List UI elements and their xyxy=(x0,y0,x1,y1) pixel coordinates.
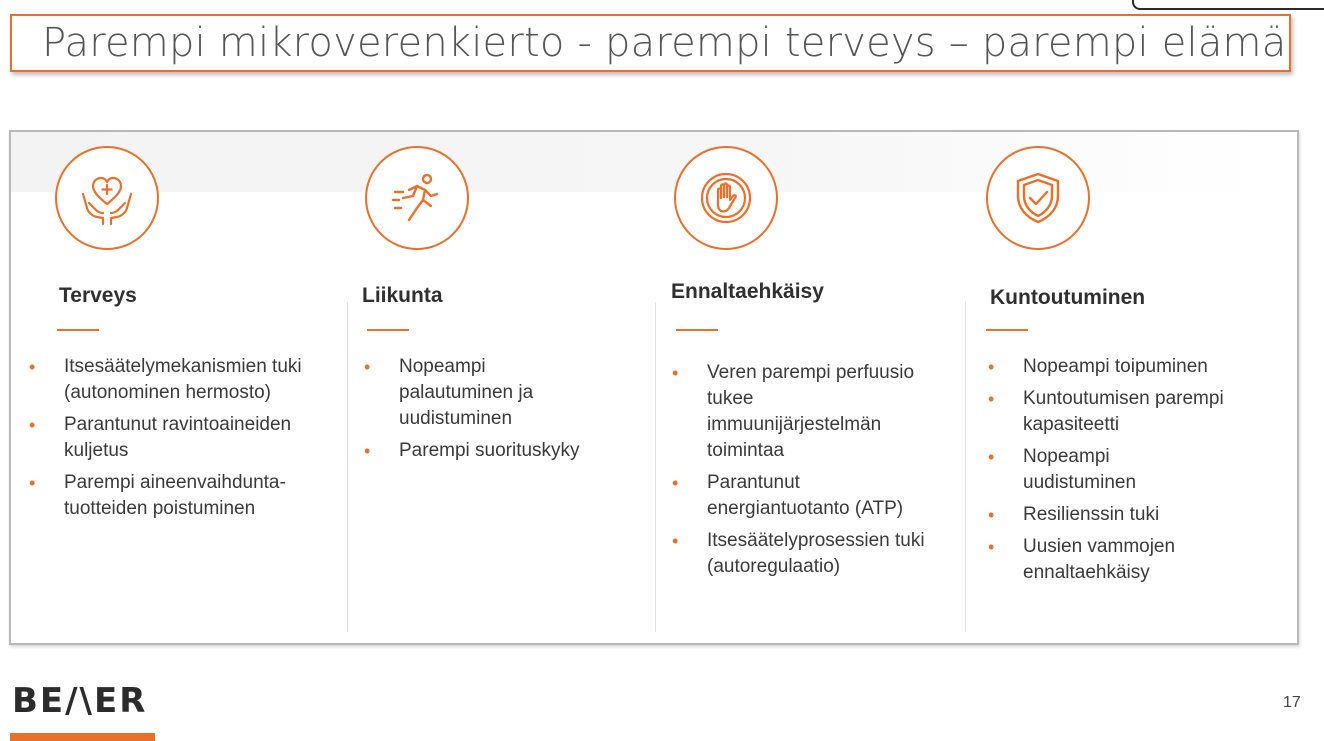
list-item: • Veren parempi perfuusio tukee immuunijärjestelmän toimintaa xyxy=(672,360,932,464)
heading-underline xyxy=(676,329,718,331)
slide-title: Parempi mikroverenkierto - parempi terveys – parempi elämä xyxy=(42,20,1287,66)
shield-check-icon xyxy=(986,146,1090,250)
list-item: • Kuntoutumisen parempi kapasiteetti xyxy=(988,386,1243,438)
list-item: • Nopeampi uudistuminen xyxy=(988,444,1173,496)
column-kuntoutuminen xyxy=(965,132,1295,643)
list-item: • Uusien vammojen ennaltaehkäisy xyxy=(988,534,1223,586)
footer-accent-bar xyxy=(10,733,155,741)
list-item: • Itsesäätelymekanismien tuki (autonominen hermosto) xyxy=(29,354,329,406)
stop-hand-icon xyxy=(674,146,778,250)
column-heading: Ennaltaehkäisy xyxy=(671,280,824,303)
list-item: • Nopeampi toipuminen xyxy=(988,354,1278,380)
bullet-list xyxy=(364,354,624,470)
page-number: 17 xyxy=(1283,694,1301,711)
title-box xyxy=(10,14,1291,72)
column-terveys xyxy=(11,132,346,643)
heading-underline xyxy=(57,329,99,331)
list-item: • Parantunut ravintoaineiden kuljetus xyxy=(29,412,329,464)
list-item: • Parempi suorituskyky xyxy=(364,438,624,464)
window-corner-tab xyxy=(1132,0,1324,10)
list-item: • Resilienssin tuki xyxy=(988,502,1278,528)
list-item: • Itsesäätelyprosessien tuki (autoregulaatio) xyxy=(672,528,937,580)
column-liikunta xyxy=(347,132,655,643)
content-panel xyxy=(9,130,1299,645)
bullet-list xyxy=(672,360,957,586)
list-item: • Parantunut energiantuotanto (ATP) xyxy=(672,470,907,522)
column-heading: Liikunta xyxy=(362,284,443,307)
list-item: • Parempi aineenvaihdunta-tuotteiden poistuminen xyxy=(29,470,294,522)
bemer-logo: BE/\ER xyxy=(12,681,148,721)
column-heading: Terveys xyxy=(59,284,137,307)
runner-icon xyxy=(365,146,469,250)
bullet-list xyxy=(29,354,329,528)
bullet-list xyxy=(988,354,1278,592)
column-heading: Kuntoutuminen xyxy=(990,286,1146,309)
heading-underline xyxy=(367,329,409,331)
heading-underline xyxy=(986,329,1028,331)
column-ennaltaehkaisy xyxy=(655,132,965,643)
hands-heart-icon xyxy=(55,146,159,250)
list-item: • Nopeampi palautuminen ja uudistuminen xyxy=(364,354,549,432)
